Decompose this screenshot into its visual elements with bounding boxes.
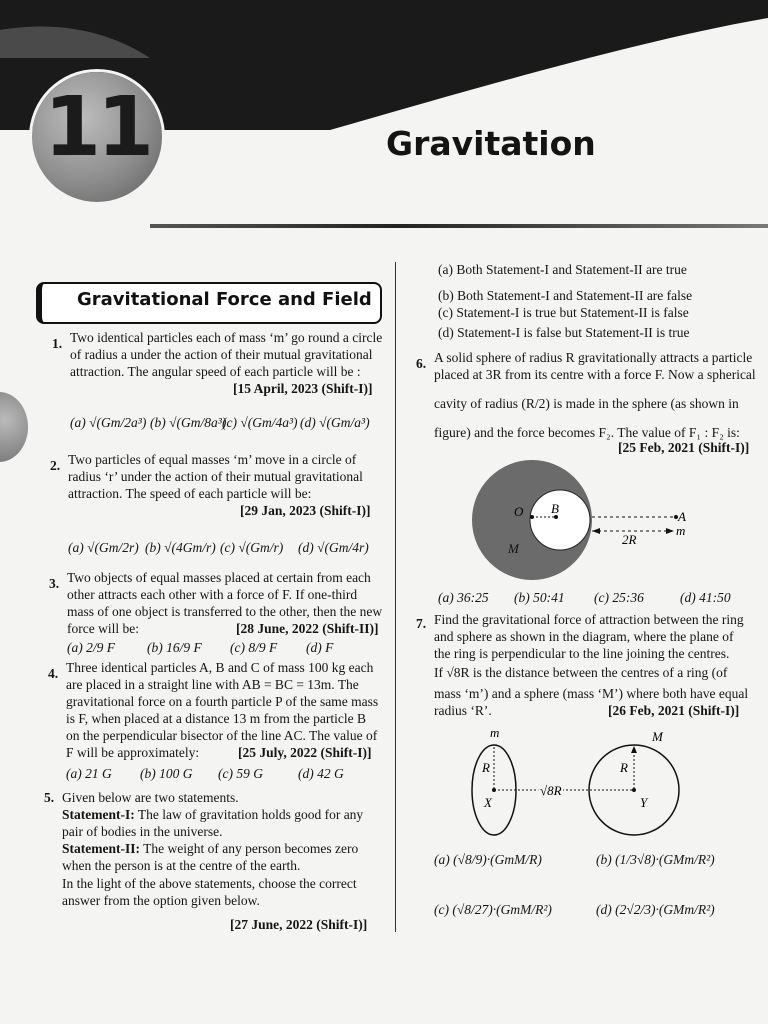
q2-number: 2.	[50, 458, 61, 473]
q3-option-a: (a) 2/9 F	[67, 640, 115, 655]
q4-line-2: are placed in a straight line with AB = BC = 13m. The	[66, 677, 359, 692]
label-m: m	[490, 725, 500, 740]
sphere-centre-dot	[632, 788, 636, 792]
q5-statement-2-line-2: when the person is at the centre of the earth.	[62, 858, 301, 873]
q4-number: 4.	[48, 666, 59, 681]
q6-source: [25 Feb, 2021 (Shift-I)]	[618, 440, 750, 455]
q5-statement-1-text: The law of gravitation holds good for any	[134, 807, 364, 822]
q1-option-b: (b) √(Gm/8a³)	[150, 415, 227, 430]
q4-option-c: (c) 59 G	[218, 766, 263, 781]
q5-number: 5.	[44, 790, 55, 805]
q5-option-d: (d) Statement-I is false but Statement-II is true	[438, 325, 690, 340]
label-B: B	[551, 501, 559, 516]
arrow-left-head	[592, 528, 600, 534]
q5-option-a: (a) Both Statement-I and Statement-II are true	[438, 262, 687, 277]
q3-number: 3.	[49, 576, 60, 591]
section-title: Gravitational Force and Field	[77, 289, 372, 310]
q3-line-4: force will be:	[67, 621, 139, 636]
q6-number: 6.	[416, 356, 427, 371]
q1-source: [15 April, 2023 (Shift-I)]	[233, 381, 373, 396]
q6-figure	[462, 460, 702, 590]
q2-option-d: (d) √(Gm/4r)	[298, 540, 369, 555]
q7-number: 7.	[416, 616, 427, 631]
q2-line-1: Two particles of equal masses ‘m’ move in a circle of	[68, 452, 357, 467]
q4-line-5: on the perpendicular bisector of the line AC. The value of	[66, 728, 378, 743]
q3-option-b: (b) 16/9 F	[147, 640, 202, 655]
label-2R: 2R	[622, 532, 637, 547]
sphere-radius-arrow	[631, 746, 637, 753]
q1-line-1: Two identical particles each of mass ‘m’ go round a circle	[70, 330, 383, 345]
q3-option-d: (d) F	[306, 640, 334, 655]
q7-source: [26 Feb, 2021 (Shift-I)]	[608, 703, 740, 718]
label-Y: Y	[640, 795, 648, 810]
q7-option-b: (b) (1/3√8)·(GMm/R²)	[596, 852, 715, 867]
q2-option-b: (b) √(4Gm/r)	[145, 540, 216, 555]
chapter-title: Gravitation	[386, 124, 596, 163]
label-m: m	[676, 523, 686, 538]
q7-figure	[464, 725, 704, 837]
q6-line-4: figure) and the force becomes F₂. The value of F₁ : F₂ is:	[434, 425, 740, 440]
q5-statement-2-text: The weight of any person becomes zero	[139, 841, 359, 856]
q4-line-6: F will be approximately:	[66, 745, 200, 760]
label-A: A	[678, 509, 686, 524]
q1-option-c: (c) √(Gm/4a³)	[222, 415, 298, 430]
q3-line-1: Two objects of equal masses placed at certain from each	[67, 570, 371, 585]
q4-line-1: Three identical particles A, B and C of mass 100 kg each	[66, 660, 374, 675]
q4-option-a: (a) 21 G	[66, 766, 112, 781]
q7-line-3: the ring is perpendicular to the line joining the centres.	[434, 646, 730, 661]
q2-option-c: (c) √(Gm/r)	[220, 540, 284, 555]
q1-option-d: (d) √(Gm/a³)	[300, 415, 370, 430]
label-M: M	[652, 729, 663, 744]
q7-line-4: If √8R is the distance between the centres of a ring (of	[434, 665, 728, 680]
ring-centre-dot	[492, 788, 496, 792]
q4-source: [25 July, 2022 (Shift-I)]	[238, 745, 372, 760]
q1-option-a: (a) √(Gm/2a³)	[70, 415, 147, 430]
q4-line-3: gravitational force on a fourth particle P of the same mass	[66, 694, 379, 709]
q5-source: [27 June, 2022 (Shift-I)]	[230, 917, 368, 932]
q6-line-2: placed at 3R from its centre with a force F. Now a spherical	[434, 367, 756, 382]
q6-line-1: A solid sphere of radius R gravitationally attracts a particle	[434, 350, 753, 365]
column-divider	[395, 262, 396, 932]
q5-statement-1-label: Statement-I:	[62, 807, 135, 822]
label-O: O	[514, 504, 524, 519]
page-edge-decoration	[0, 392, 28, 462]
q3-line-3: mass of one object is transferred to the other, then the new	[67, 604, 383, 619]
q4-line-4: is F, when placed at a distance 13 m from the particle B	[66, 711, 366, 726]
q7-line-6: radius ‘R’.	[434, 703, 492, 718]
q5-closing-2: answer from the option given below.	[62, 893, 260, 908]
cavity	[530, 490, 590, 550]
q5-statement-2-label: Statement-II:	[62, 841, 140, 856]
q5-option-b: (b) Both Statement-I and Statement-II are false	[438, 288, 693, 303]
label-M: M	[508, 541, 519, 556]
q6-option-c: (c) 25:36	[594, 590, 644, 605]
q6-option-a: (a) 36:25	[438, 590, 489, 605]
q2-source: [29 Jan, 2023 (Shift-I)]	[240, 503, 371, 518]
q7-option-d: (d) (2√2/3)·(GMm/R²)	[596, 902, 715, 917]
q2-line-3: attraction. The speed of each particle will be:	[68, 486, 312, 501]
q4-option-d: (d) 42 G	[298, 766, 344, 781]
q5-intro: Given below are two statements.	[62, 790, 239, 805]
chapter-number: 11	[43, 80, 151, 175]
q7-option-c: (c) (√8/27)·(GmM/R²)	[434, 902, 552, 917]
q7-line-2: and sphere as shown in the diagram, where the plane of	[434, 629, 734, 644]
q6-option-b: (b) 50:41	[514, 590, 565, 605]
q3-source: [28 June, 2022 (Shift-II)]	[236, 621, 379, 636]
header-rule	[150, 224, 768, 228]
q1-number: 1.	[52, 336, 63, 351]
q1-line-3: attraction. The angular speed of each particle will be :	[70, 364, 361, 379]
q7-option-a: (a) (√8/9)·(GmM/R)	[434, 852, 542, 867]
q2-option-a: (a) √(Gm/2r)	[68, 540, 139, 555]
q3-option-c: (c) 8/9 F	[230, 640, 278, 655]
q3-line-2: other attracts each other with a force of F. If one-third	[67, 587, 358, 602]
q5-statement-1-line-2: pair of bodies in the universe.	[62, 824, 223, 839]
q6-line-3: cavity of radius (R/2) is made in the sphere (as shown in	[434, 396, 739, 411]
label-sphere-R: R	[620, 760, 628, 775]
q1-line-2: of radius a under the action of their mutual gravitational	[70, 347, 373, 362]
q4-option-b: (b) 100 G	[140, 766, 193, 781]
label-ring-R: R	[482, 760, 490, 775]
q2-line-2: radius ‘r’ under the action of their mutual gravitational	[68, 469, 363, 484]
q7-line-5: mass ‘m’) and a sphere (mass ‘M’) where both have equal	[434, 686, 749, 701]
q6-option-d: (d) 41:50	[680, 590, 731, 605]
q5-statement-2	[62, 841, 358, 857]
label-X: X	[484, 795, 492, 810]
q5-closing-1: In the light of the above statements, choose the correct	[62, 876, 357, 891]
q5-option-c: (c) Statement-I is true but Statement-II is false	[438, 305, 689, 320]
q7-line-1: Find the gravitational force of attraction between the ring	[434, 612, 744, 627]
label-distance: √8R	[540, 783, 562, 798]
arrow-right-head	[666, 528, 674, 534]
q5-statement-1	[62, 807, 363, 823]
